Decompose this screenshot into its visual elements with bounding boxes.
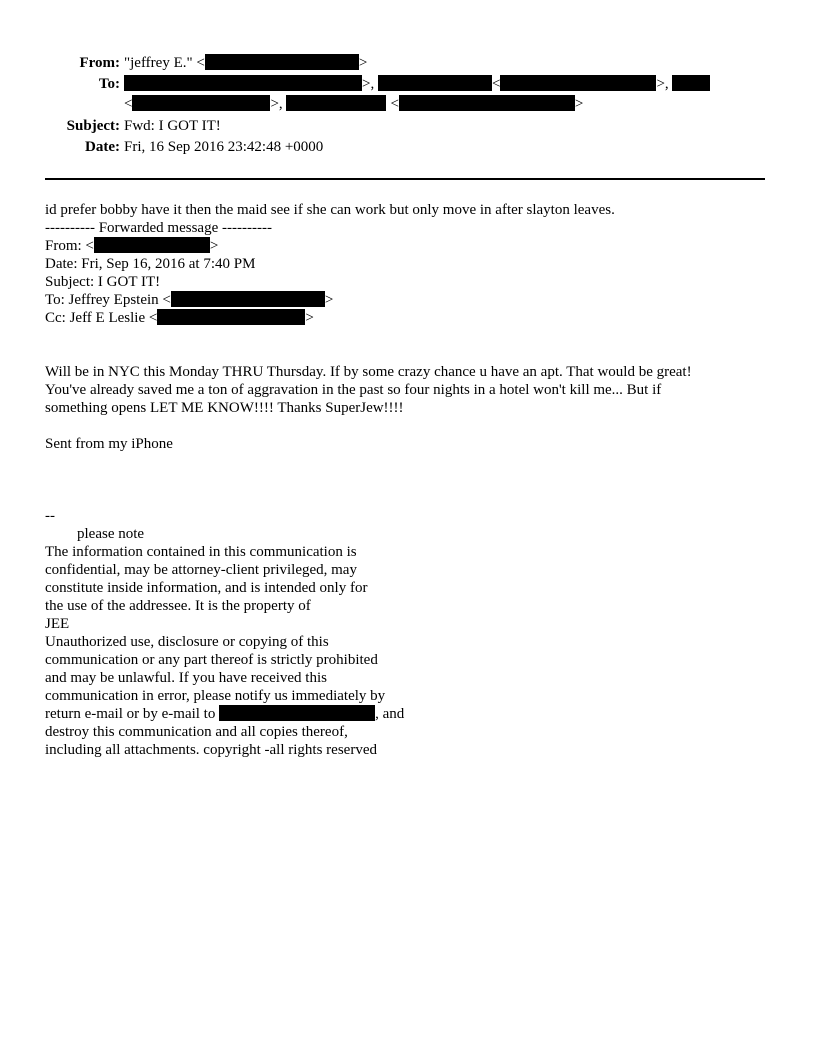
to-open: < <box>390 96 399 112</box>
email-body <box>45 201 785 327</box>
from-value <box>124 53 367 73</box>
to-label: To: <box>98 76 120 92</box>
redaction-bar <box>94 237 210 253</box>
intro-text: id prefer bobby have it then the maid see if she can work but only move in after slayton leaves. <box>45 202 615 218</box>
fwd-cc-prefix: Cc: Jeff E Leslie < <box>45 310 158 326</box>
to-separator: >, <box>656 76 673 92</box>
disclaimer-line: communication or any part thereof is strictly prohibited <box>45 652 378 668</box>
fwd-subject: Subject: I GOT IT! <box>45 274 161 290</box>
date-value: Fri, 16 Sep 2016 23:42:48 +0000 <box>124 139 324 155</box>
message-line: something opens LET ME KNOW!!!! Thanks SuperJew!!!! <box>45 400 404 416</box>
redaction-bar <box>205 54 359 70</box>
redaction-bar <box>672 75 710 91</box>
redaction-bar <box>500 75 656 91</box>
fwd-cc <box>45 309 785 327</box>
disclaimer <box>45 543 545 759</box>
from-close: > <box>358 55 368 71</box>
to-row <box>0 74 816 94</box>
disclaimer-line: and may be unlawful. If you have received this <box>45 670 327 686</box>
subject-label: Subject: <box>66 118 120 134</box>
disclaimer-line: destroy this communication and all copies thereof, <box>45 724 348 740</box>
please-note: please note <box>77 526 145 542</box>
message-line: Will be in NYC this Monday THRU Thursday. If by some crazy chance u have an apt. That would be great! <box>45 364 692 380</box>
redaction-bar <box>286 95 386 111</box>
fwd-from-suffix: > <box>209 238 219 254</box>
subject-row <box>0 116 816 136</box>
subject-value: Fwd: I GOT IT! <box>124 118 221 134</box>
to-separator: >, <box>270 96 287 112</box>
to-close: > <box>574 96 584 112</box>
fwd-to <box>45 291 785 309</box>
fwd-cc-suffix: > <box>305 310 314 326</box>
redaction-bar <box>399 95 575 111</box>
disclaimer-line: JEE <box>45 616 70 632</box>
to-separator: >, <box>362 76 378 92</box>
forwarded-marker: ---------- Forwarded message ---------- <box>45 220 272 236</box>
to-open: < <box>124 96 133 112</box>
from-row <box>0 53 816 73</box>
disclaimer-email-line <box>45 705 545 723</box>
redaction-bar <box>171 291 325 307</box>
email-suffix: , and <box>375 706 405 722</box>
date-row <box>0 137 816 157</box>
disclaimer-line: constitute inside information, and is intended only for <box>45 580 368 596</box>
to-row-continued <box>0 94 816 114</box>
from-label: From: <box>79 55 120 71</box>
fwd-from-prefix: From: < <box>45 238 94 254</box>
redaction-bar <box>378 75 492 91</box>
to-value-line1 <box>124 74 710 94</box>
disclaimer-line: The information contained in this communication is <box>45 544 357 560</box>
disclaimer-line: Unauthorized use, disclosure or copying of this <box>45 634 329 650</box>
message-text <box>45 363 785 417</box>
redaction-bar <box>124 75 362 91</box>
email-prefix: return e-mail or by e-mail to <box>45 706 220 722</box>
date-label: Date: <box>85 139 120 155</box>
redaction-bar <box>157 309 305 325</box>
to-value-line2 <box>124 94 583 114</box>
to-open: < <box>491 76 501 92</box>
signature-dashes: -- <box>45 508 55 524</box>
fwd-to-suffix: > <box>324 292 334 308</box>
disclaimer-line: confidential, may be attorney-client privileged, may <box>45 562 357 578</box>
redaction-bar <box>132 95 270 111</box>
message-line: You've already saved me a ton of aggravation in the past so four nights in a hotel won't kill me... But if <box>45 382 662 398</box>
fwd-date: Date: Fri, Sep 16, 2016 at 7:40 PM <box>45 256 256 272</box>
fwd-to-prefix: To: Jeffrey Epstein < <box>45 292 171 308</box>
fwd-from <box>45 237 785 255</box>
disclaimer-line: communication in error, please notify us immediately by <box>45 688 386 704</box>
header-divider <box>45 178 765 180</box>
redaction-bar <box>219 705 375 721</box>
sent-from: Sent from my iPhone <box>45 436 173 452</box>
from-name: "jeffrey E." < <box>124 55 205 71</box>
disclaimer-line: including all attachments. copyright -all rights reserved <box>45 742 377 758</box>
disclaimer-line: the use of the addressee. It is the property of <box>45 598 311 614</box>
